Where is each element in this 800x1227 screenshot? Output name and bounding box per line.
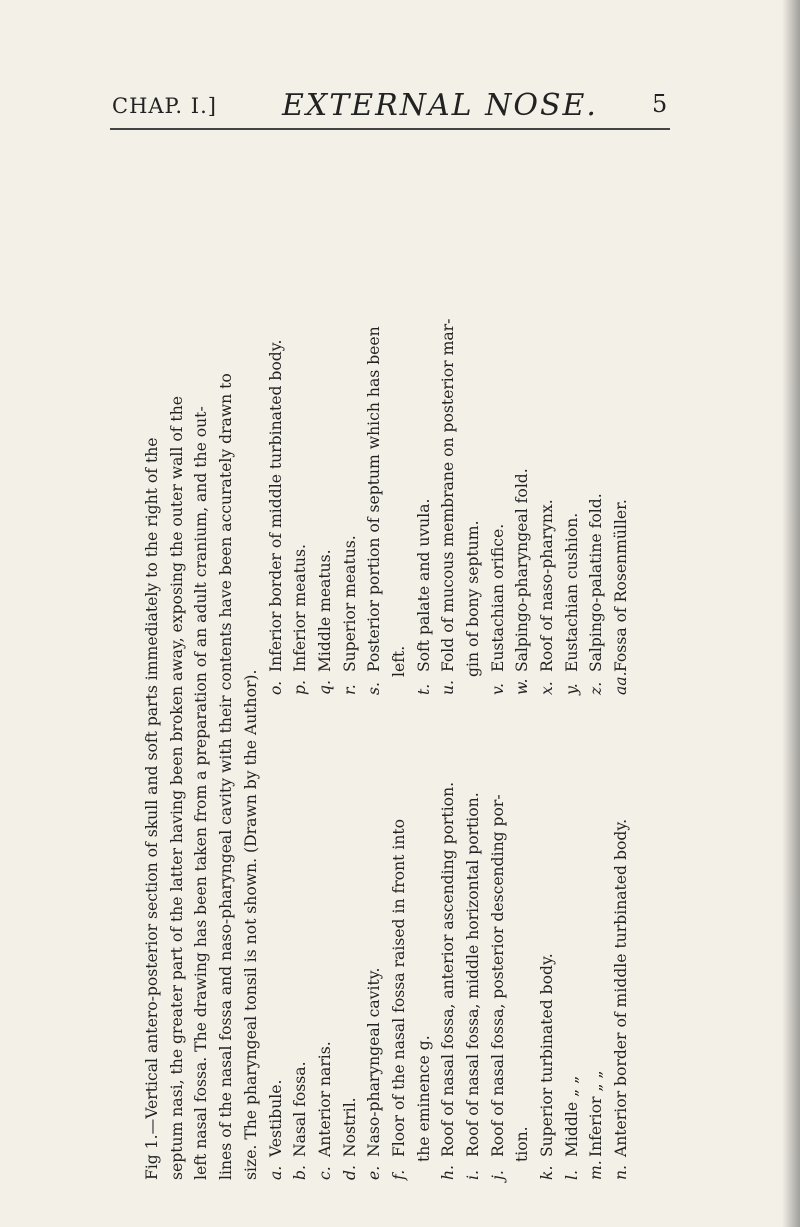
legend-text: Roof of naso-pharynx.	[538, 499, 557, 677]
legend-left-column	[264, 705, 634, 1180]
legend-item	[609, 705, 634, 1180]
legend-text: Inferior „ „	[587, 1070, 606, 1162]
caption-line: Fig 1.—Vertical antero-posterior section of skull and soft parts immediately to the right of the	[143, 437, 161, 1180]
legend-key: t.	[414, 683, 433, 695]
legend-key: w.	[513, 678, 532, 695]
page-number: 5	[652, 90, 668, 118]
legend-text: Anterior border of middle turbinated body.	[612, 818, 631, 1162]
legend-text: Middle meatus.	[315, 549, 334, 677]
legend-text: Anterior naris.	[315, 1041, 334, 1162]
caption-line: size. The pharyngeal tonsil is not shown. (Drawn by the Author).	[241, 669, 260, 1180]
legend-item	[436, 220, 461, 695]
rotated-figure-caption	[140, 220, 640, 1180]
legend-key: n.	[612, 1165, 631, 1180]
legend-item	[288, 705, 313, 1180]
caption-line: septum nasi, the greater part of the latter having been broken away, exposing the outer wall of the	[167, 396, 186, 1180]
legend-item	[560, 705, 585, 1180]
legend-item	[264, 705, 289, 1180]
legend-text: Fossa of Rosenmüller.	[612, 499, 631, 677]
legend-item	[338, 220, 363, 695]
legend-text: Posterior portion of septum which has been	[365, 326, 384, 677]
legend-text: Salpingo-pharyngeal fold.	[513, 468, 532, 677]
legend-key: aa.	[612, 671, 631, 695]
legend-key: h.	[439, 1165, 458, 1180]
legend-item	[535, 705, 560, 1180]
legend-item	[264, 220, 289, 695]
legend-text: Roof of nasal fossa, anterior ascending portion.	[439, 781, 458, 1162]
legend-item	[486, 705, 511, 1180]
legend-text: Naso-pharyngeal cavity.	[365, 967, 384, 1162]
chapter-label: CHAP. I.]	[112, 94, 217, 118]
legend-right-column	[264, 220, 634, 695]
legend-item	[560, 220, 585, 695]
legend-item	[584, 705, 609, 1180]
legend-key: p.	[291, 680, 310, 695]
legend-item	[412, 705, 437, 1180]
legend-key: u.	[439, 680, 458, 695]
legend-text: Superior turbinated body.	[538, 953, 557, 1162]
legend-text: gin of bony septum.	[464, 520, 483, 677]
legend-text: Superior meatus.	[340, 535, 359, 677]
legend-key: j.	[488, 1170, 507, 1180]
legend-text: Vestibule.	[266, 1079, 285, 1162]
legend-text: Eustachian cushion.	[562, 512, 581, 677]
legend-key: m.	[587, 1160, 606, 1180]
legend-item	[510, 705, 535, 1180]
legend-item	[412, 220, 437, 695]
legend-key: z.	[587, 681, 606, 695]
legend-item	[338, 705, 363, 1180]
legend-item	[486, 220, 511, 695]
legend-key: i.	[464, 1170, 483, 1180]
legend-key: x.	[538, 681, 557, 695]
legend-text: Floor of the nasal fossa raised in front into	[389, 818, 408, 1162]
legend-text: the eminence g.	[414, 1035, 433, 1162]
legend-item	[387, 220, 412, 695]
legend-item	[461, 220, 486, 695]
legend-item	[362, 220, 387, 695]
legend-text: Roof of nasal fossa, middle horizontal portion.	[464, 792, 483, 1162]
legend-text: Salpingo-palatine fold.	[587, 493, 606, 677]
legend-item	[387, 705, 412, 1180]
legend-key: c.	[315, 1166, 334, 1180]
legend-text: Fold of mucous membrane on posterior mar-	[439, 318, 458, 677]
legend-key: y.	[562, 683, 581, 695]
legend-text: Roof of nasal fossa, posterior descending por-	[488, 794, 507, 1162]
legend-text: Inferior border of middle turbinated body.	[266, 339, 285, 677]
legend-key: s.	[365, 682, 384, 695]
legend-key: e.	[365, 1165, 384, 1180]
legend-key: d.	[340, 1165, 359, 1180]
legend-item	[584, 220, 609, 695]
legend-item	[609, 220, 634, 695]
running-header	[0, 88, 800, 128]
legend-key: b.	[291, 1165, 310, 1180]
legend-item	[510, 220, 535, 695]
legend-key: r.	[340, 684, 359, 695]
legend-key: q.	[315, 680, 334, 695]
legend-item	[362, 705, 387, 1180]
legend-text: tion.	[513, 1126, 532, 1162]
legend-key: f.	[389, 1169, 408, 1180]
legend-text: Nasal fossa.	[291, 1061, 310, 1162]
legend-item	[288, 220, 313, 695]
legend-text: Inferior meatus.	[291, 544, 310, 677]
legend-item	[436, 705, 461, 1180]
page-edge-shadow	[782, 0, 800, 1227]
legend-key: v.	[488, 683, 507, 695]
legend-key: o.	[266, 680, 285, 695]
legend-key: l.	[562, 1170, 581, 1180]
caption-line: left nasal fossa. The drawing has been taken from a preparation of an adult cranium, and the out-	[192, 406, 211, 1180]
legend-text: left.	[389, 645, 408, 677]
legend-item	[313, 705, 338, 1180]
legend-key: a.	[266, 1165, 285, 1180]
caption-line: lines of the nasal fossa and naso-pharyngeal cavity with their contents have been accurately drawn to	[217, 373, 236, 1180]
legend-item	[535, 220, 560, 695]
header-rule	[110, 128, 670, 130]
legend-item	[313, 220, 338, 695]
running-title: EXTERNAL NOSE.	[282, 88, 598, 123]
legend-item	[461, 705, 486, 1180]
legend-key: k.	[538, 1165, 557, 1180]
legend-text: Nostril.	[340, 1097, 359, 1162]
legend-text: Eustachian orifice.	[488, 523, 507, 677]
figure-caption	[140, 220, 264, 1180]
legend-text: Middle „ „	[562, 1075, 581, 1162]
legend-text: Soft palate and uvula.	[414, 498, 433, 677]
